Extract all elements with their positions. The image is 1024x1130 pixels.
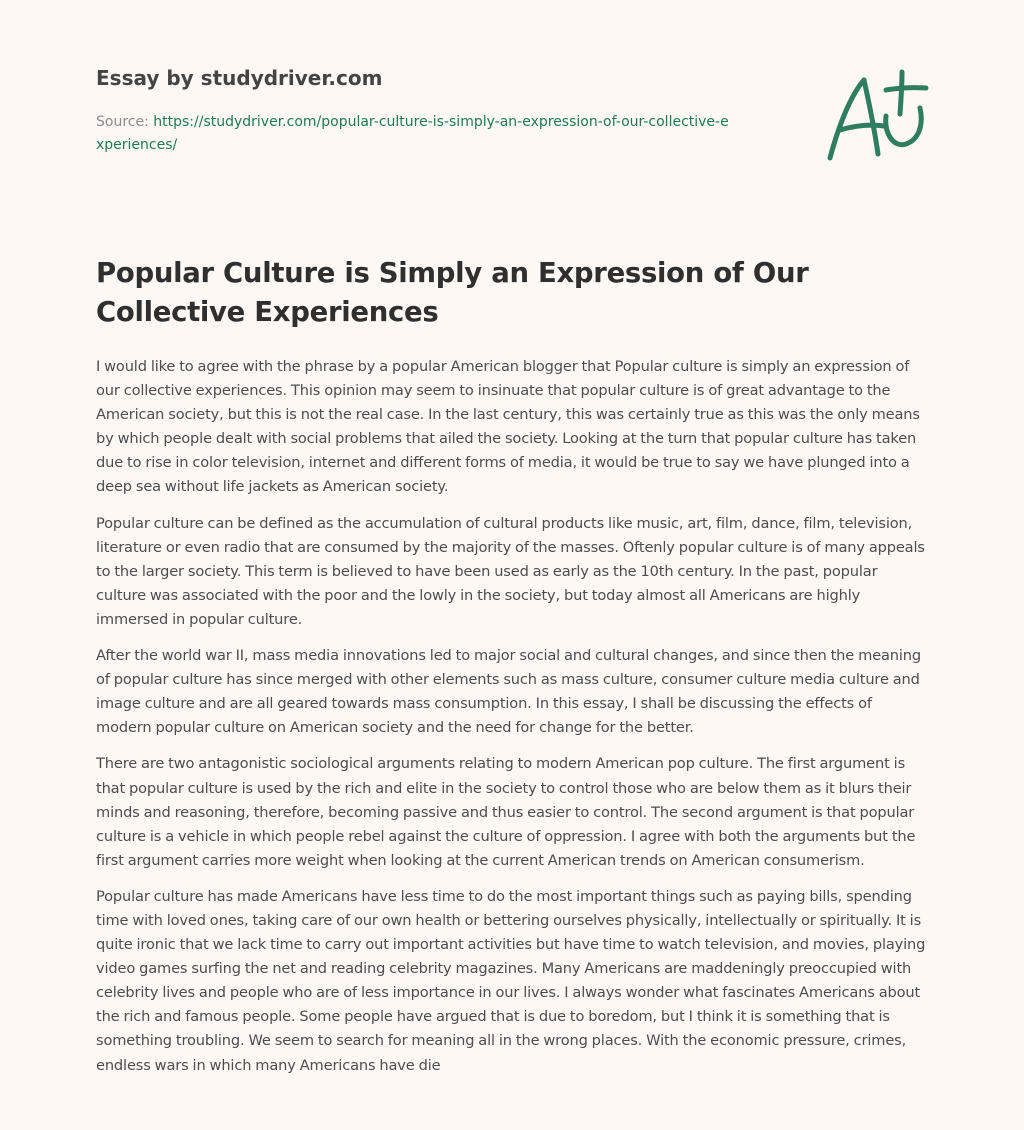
site-title: Essay by studydriver.com [96,66,383,90]
essay-body [96,355,926,1090]
source-line [96,111,736,157]
source-link[interactable]: https://studydriver.com/popular-culture-is-simply-an-expression-of-our-collective-experiences/ [96,114,729,153]
essay-paragraph-4: There are two antagonistic sociological arguments relating to modern American pop culture. The first argument is that popular culture is used by the rich and elite in the society to control those who are below them as it blurs their minds and reasoning, therefore, becoming passive and thus easier to control. The second argument is that popular culture is a vehicle in which people rebel against the culture of oppression. I agree with both the arguments but the first argument carries more weight when looking at the current American trends on American consumerism. [96,755,916,869]
essay-paragraph-3: After the world war II, mass media innovations led to major social and cultural changes, and since then the meaning of popular culture has since merged with other elements such as mass culture, consumer culture media culture and image culture and are all geared towards mass consumption. In this essay, I shall be discussing the effects of modern popular culture on American society and the need for change for the better. [96,647,922,737]
a-plus-grade-icon [822,68,930,166]
essay-paragraph-1: I would like to agree with the phrase by a popular American blogger that Popular culture is simply an expression of our collective experiences. This opinion may seem to insinuate that popular culture is of great advantage to the American society, but this is not the real case. In the last century, this was certainly true as this was the only means by which people dealt with social problems that ailed the society. Looking at the turn that popular culture has taken due to rise in color television, internet and different forms of media, it would be true to say we have plunged into a deep sea without life jackets as American society. [96,358,920,496]
essay-title: Popular Culture is Simply an Expression of Our Collective Experiences [96,257,809,328]
essay-paragraph-2: Popular culture can be defined as the accumulation of cultural products like music, art, film, dance, film, television, literature or even radio that are consumed by the majority of the masses. Oftenly popular culture is of many appeals to the larger society. This term is believed to have been used as early as the 10th century. In the past, popular culture was associated with the poor and the lowly in the society, but today almost all Americans are highly immersed in popular culture. [96,514,925,628]
source-label: Source: [96,114,154,130]
essay-paragraph-5: Popular culture has made Americans have less time to do the most important things such as paying bills, spending time with loved ones, taking care of our own health or bettering ourselves physically, intellectually or spiritually. It is quite ironic that we lack time to carry out important activities but have time to watch television, and movies, playing video games surfing the net and reading celebrity magazines. Many Americans are maddeningly preoccupied with celebrity lives and people who are of less importance in our lives. I always wonder what fascinates Americans about the rich and famous people. Some people have argued that is due to boredom, but I think it is something that is something troubling. We seem to search for meaning all in the wrong places. With the economic pressure, crimes, endless wars in which many Americans have die [96,887,926,1074]
